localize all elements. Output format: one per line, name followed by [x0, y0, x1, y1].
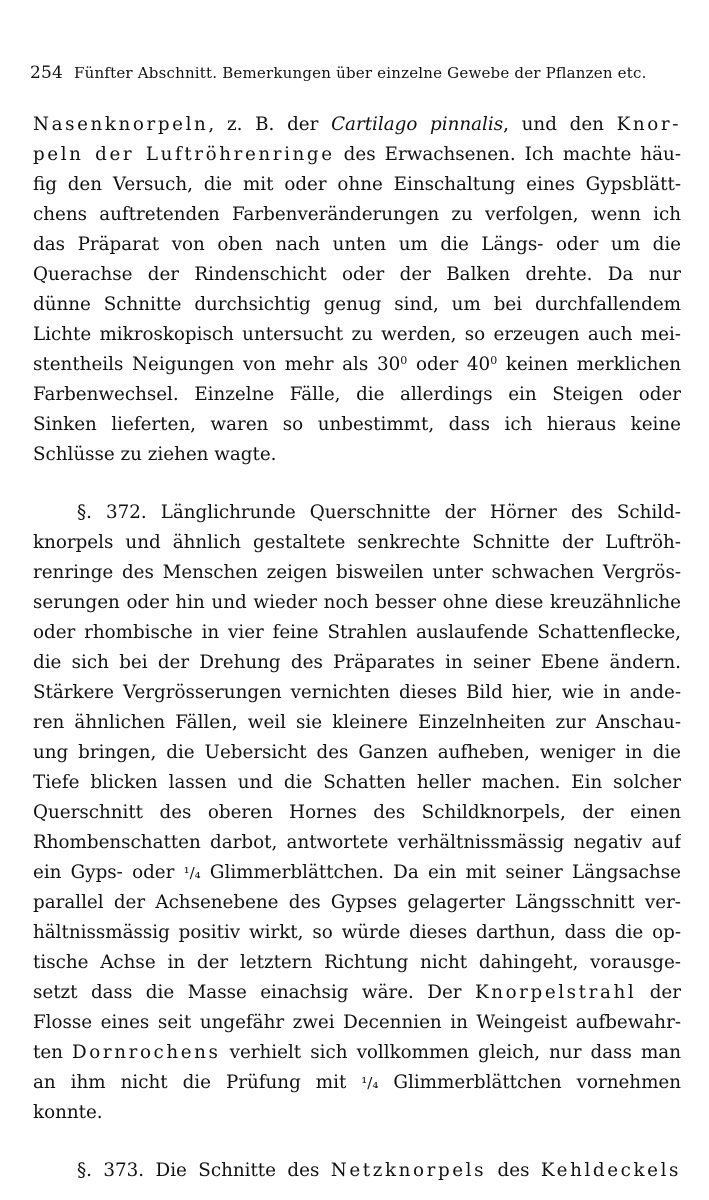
paragraph-3 [33, 1156, 681, 1186]
text-line: ung bringen, die Uebersicht des Ganzen aufheben, weniger in die [33, 742, 681, 763]
text-line: Rhombenschatten darbot, antwortete verhältnissmässig negativ auf [33, 832, 681, 853]
text-line: Farbenwechsel. Einzelne Fälle, die allerdings ein Steigen oder [33, 384, 681, 405]
text-line: fig den Versuch, die mit oder ohne Einschaltung eines Gypsblätt- [33, 174, 681, 195]
running-title: Fünfter Abschnitt. Bemerkungen über einzelne Gewebe der Pflanzen etc. [74, 64, 647, 82]
text-line: Querschnitt des oberen Hornes des Schildknorpels, der einen [33, 802, 681, 823]
text-line: Flosse eines seit ungefähr zwei Decennien in Weingeist aufbewahr- [33, 1012, 681, 1033]
text-line: oder rhombische in vier feine Strahlen auslaufende Schattenflecke, [33, 622, 681, 643]
text-line: hältnissmässig positiv wirkt, so würde dieses darthun, dass die op- [33, 922, 681, 943]
text-line: Lichte mikroskopisch untersucht zu werden, so erzeugen auch mei- [33, 324, 681, 345]
text-line: an ihm nicht die Prüfung mit ¹/₄ Glimmerblättchen vornehmen [33, 1072, 681, 1093]
text-line: stentheils Neigungen von mehr als $30^0$ oder $40^0$ keinen merklichen [33, 354, 681, 375]
text-line: ten Dornrochens verhielt sich vollkommen gleich, nur dass man [33, 1042, 681, 1063]
text-line: chens auftretenden Farbenveränderungen zu verfolgen, wenn ich [33, 204, 681, 225]
text-line: parallel der Achsenebene des Gypses gelagerter Längsschnitt ver- [33, 892, 681, 913]
fraction: ¹/₄ [183, 864, 201, 882]
text-line: ren ähnlichen Fällen, weil sie kleinere Einzelnheiten zur Anschau- [33, 712, 681, 733]
text-line: Tiefe blicken lassen und die Schatten heller machen. Ein solcher [33, 772, 681, 793]
section-372-line: §. 372. Länglichrunde Querschnitte der Hörner des Schild- [77, 502, 681, 523]
text-line: peln der Luftröhrenringe des Erwachsenen. Ich machte häu- [33, 144, 681, 165]
fraction: ¹/₄ [361, 1074, 379, 1092]
text-line: konnte. [33, 1102, 103, 1123]
text-line: tische Achse in der letztern Richtung nicht dahingeht, vorausge- [33, 952, 681, 973]
text-line: setzt dass die Masse einachsig wäre. Der Knorpelstrahl der [33, 982, 681, 1003]
text-line: renringe des Menschen zeigen bisweilen unter schwachen Vergrös- [33, 562, 681, 583]
running-header [30, 63, 680, 83]
text-line: Sinken lieferten, waren so unbestimmt, dass ich hieraus keine [33, 414, 681, 435]
text-line: ein Gyps- oder ¹/₄ Glimmerblättchen. Da ein mit seiner Längsachse [33, 862, 681, 883]
text-line: knorpels und ähnlich gestaltete senkrechte Schnitte der Luftröh- [33, 532, 681, 553]
text-line: Stärkere Vergrösserungen vernichten dieses Bild hier, wie in ande- [33, 682, 681, 703]
paragraph-2 [33, 498, 681, 1128]
text-line: Nasenknorpeln, z. B. der Cartilago pinnalis, und den Knor- [33, 114, 681, 135]
text-line: Querachse der Rindenschicht oder der Balken drehte. Da nur [33, 264, 681, 285]
page-number: 254 [30, 63, 64, 83]
text-line: serungen oder hin und wieder noch besser ohne diese kreuzähnliche [33, 592, 681, 613]
text-line: Schlüsse zu ziehen wagte. [33, 444, 277, 465]
section-373-line: §. 373. Die Schnitte des Netzknorpels des Kehldeckels [77, 1160, 681, 1181]
text-line: die sich bei der Drehung des Präparates in seiner Ebene ändern. [33, 652, 681, 673]
text-line: dünne Schnitte durchsichtig genug sind, um bei durchfallendem [33, 294, 681, 315]
paragraph-1 [33, 110, 681, 470]
text-line: das Präparat von oben nach unten um die Längs- oder um die [33, 234, 681, 255]
